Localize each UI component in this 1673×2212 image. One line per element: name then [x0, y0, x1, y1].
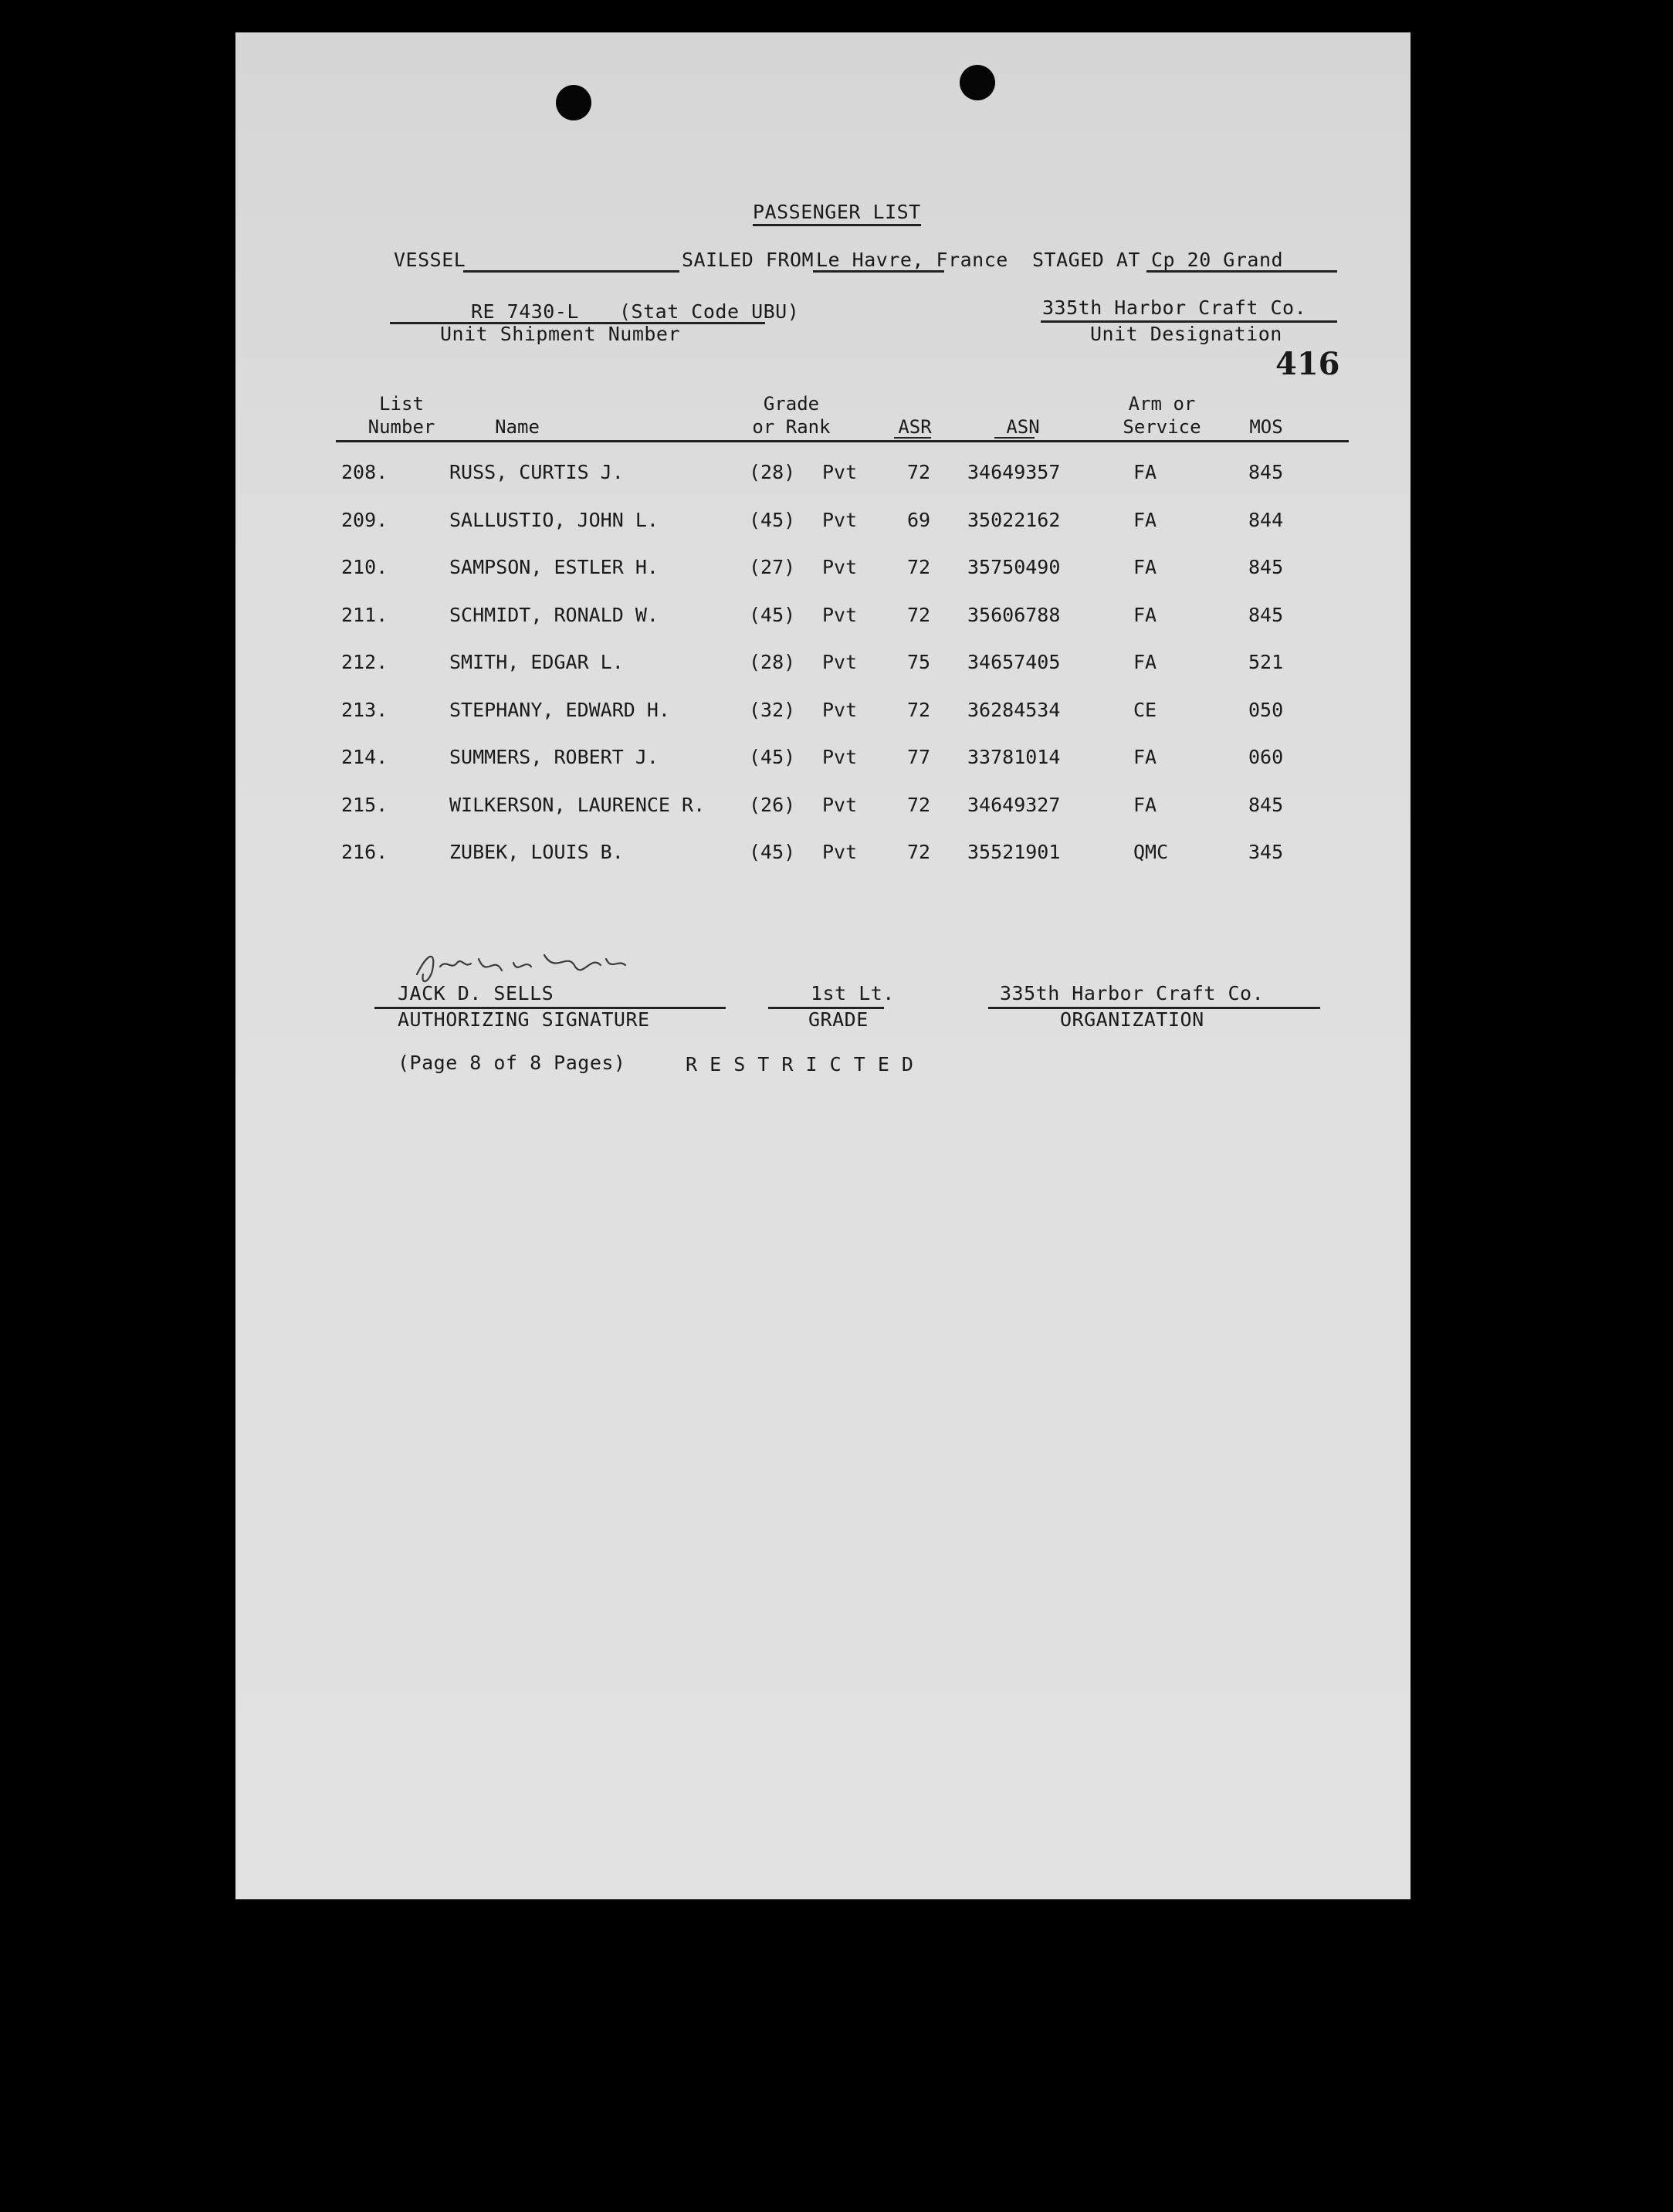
table-row [235, 461, 1411, 492]
cell-arm: FA [1133, 556, 1157, 578]
cell-mos: 845 [1248, 603, 1284, 626]
cell-asn: 34649357 [967, 461, 1061, 483]
cell-age: (28) [749, 651, 796, 673]
cell-age: (45) [749, 746, 796, 768]
cell-age: (45) [749, 508, 796, 531]
cell-mos: 050 [1248, 698, 1284, 721]
stat-code: (Stat Code UBU) [619, 300, 800, 323]
cell-arm: FA [1133, 461, 1157, 483]
col-grade-rank: Grade or Rank [752, 393, 831, 438]
col-list-number: List Number [367, 393, 435, 438]
shipment-number-value: RE 7430-L [471, 300, 579, 323]
document-page [235, 32, 1411, 1899]
unit-designation-label: Unit Designation [1090, 323, 1282, 345]
cell-asr: 75 [907, 651, 931, 673]
table-row [235, 699, 1411, 730]
page-title: PASSENGER LIST [753, 201, 921, 223]
col-arm-service: Arm or Service [1123, 393, 1201, 438]
cell-num: 209. [341, 508, 388, 531]
col-asn: ASN [1006, 416, 1040, 438]
cell-arm: FA [1133, 746, 1157, 768]
cell-mos: 845 [1248, 556, 1284, 578]
cell-rank: Pvt [822, 508, 858, 531]
cell-asn: 34657405 [967, 651, 1061, 673]
classification: R E S T R I C T E D [686, 1053, 914, 1076]
cell-asn: 35521901 [967, 841, 1061, 863]
page-info: (Page 8 of 8 Pages) [398, 1052, 626, 1074]
cell-num: 211. [341, 603, 388, 626]
table-row [235, 604, 1411, 635]
cell-arm: FA [1133, 793, 1157, 816]
cell-mos: 845 [1248, 793, 1284, 816]
cell-age: (45) [749, 603, 796, 626]
cell-rank: Pvt [822, 841, 858, 863]
cell-arm: QMC [1133, 841, 1169, 863]
sailed-from-value: Le Havre, France [816, 249, 1008, 271]
cell-asr: 72 [907, 461, 931, 483]
cell-mos: 845 [1248, 461, 1284, 483]
table-row [235, 509, 1411, 540]
sailed-from-line [813, 270, 944, 273]
table-row [235, 841, 1411, 872]
cell-arm: CE [1133, 698, 1157, 721]
cell-mos: 345 [1248, 841, 1284, 863]
vessel-label: VESSEL [394, 249, 466, 271]
cell-asr: 69 [907, 508, 931, 531]
cell-num: 214. [341, 746, 388, 768]
punch-hole-left [556, 85, 591, 120]
cell-asn: 36284534 [967, 698, 1061, 721]
cell-num: 216. [341, 841, 388, 863]
asn-underline [994, 437, 1035, 439]
cell-name: SUMMERS, ROBERT J. [449, 746, 659, 768]
table-row [235, 794, 1411, 825]
cell-num: 208. [341, 461, 388, 483]
cell-name: SAMPSON, ESTLER H. [449, 556, 659, 578]
cell-asr: 72 [907, 603, 931, 626]
cell-num: 210. [341, 556, 388, 578]
cell-rank: Pvt [822, 746, 858, 768]
asr-underline [894, 437, 931, 439]
cell-rank: Pvt [822, 698, 858, 721]
cell-asr: 72 [907, 793, 931, 816]
cell-asn: 35750490 [967, 556, 1061, 578]
col-name: Name [495, 416, 540, 438]
cell-asr: 72 [907, 841, 931, 863]
cell-asn: 34649327 [967, 793, 1061, 816]
cell-name: STEPHANY, EDWARD H. [449, 698, 670, 721]
grade-label: GRADE [808, 1008, 869, 1031]
cell-rank: Pvt [822, 556, 858, 578]
cell-mos: 521 [1248, 651, 1284, 673]
staged-at-value: Cp 20 Grand [1151, 249, 1284, 271]
unit-designation-value: 335th Harbor Craft Co. [1042, 296, 1307, 319]
cell-rank: Pvt [822, 461, 858, 483]
cell-age: (32) [749, 698, 796, 721]
cell-num: 215. [341, 793, 388, 816]
staged-at-label: STAGED AT [1032, 249, 1140, 271]
cell-name: SALLUSTIO, JOHN L. [449, 508, 659, 531]
cell-age: (28) [749, 461, 796, 483]
cell-rank: Pvt [822, 651, 858, 673]
cell-asn: 35606788 [967, 603, 1061, 626]
grade-value: 1st Lt. [811, 982, 895, 1004]
cell-age: (27) [749, 556, 796, 578]
organization-label: ORGANIZATION [1060, 1008, 1204, 1031]
staged-at-line [1146, 270, 1337, 273]
page-stamp: 416 [1275, 346, 1340, 382]
cell-age: (45) [749, 841, 796, 863]
signer-name: JACK D. SELLS [398, 982, 554, 1004]
cell-mos: 060 [1248, 746, 1284, 768]
organization-value: 335th Harbor Craft Co. [1000, 982, 1265, 1004]
cell-num: 212. [341, 651, 388, 673]
cell-asr: 72 [907, 698, 931, 721]
cell-name: ZUBEK, LOUIS B. [449, 841, 624, 863]
table-row [235, 746, 1411, 777]
cell-rank: Pvt [822, 793, 858, 816]
cell-rank: Pvt [822, 603, 858, 626]
shipment-number-label: Unit Shipment Number [440, 323, 681, 345]
col-asr: ASR [898, 416, 932, 438]
cell-age: (26) [749, 793, 796, 816]
table-row [235, 651, 1411, 682]
cell-asr: 77 [907, 746, 931, 768]
signature-label: AUTHORIZING SIGNATURE [398, 1008, 650, 1031]
cell-arm: FA [1133, 508, 1157, 531]
title-underline [753, 224, 921, 226]
cell-asn: 35022162 [967, 508, 1061, 531]
table-row [235, 556, 1411, 587]
cell-name: SCHMIDT, RONALD W. [449, 603, 659, 626]
cell-name: WILKERSON, LAURENCE R. [449, 793, 706, 816]
punch-hole-right [960, 65, 995, 100]
col-mos: MOS [1249, 416, 1283, 438]
sailed-from-label: SAILED FROM [682, 249, 814, 271]
cell-mos: 844 [1248, 508, 1284, 531]
cell-num: 213. [341, 698, 388, 721]
cell-asr: 72 [907, 556, 931, 578]
cell-name: RUSS, CURTIS J. [449, 461, 624, 483]
header-rule [336, 440, 1349, 442]
cell-arm: FA [1133, 651, 1157, 673]
cell-arm: FA [1133, 603, 1157, 626]
vessel-line [463, 270, 679, 273]
cell-asn: 33781014 [967, 746, 1061, 768]
cell-name: SMITH, EDGAR L. [449, 651, 624, 673]
